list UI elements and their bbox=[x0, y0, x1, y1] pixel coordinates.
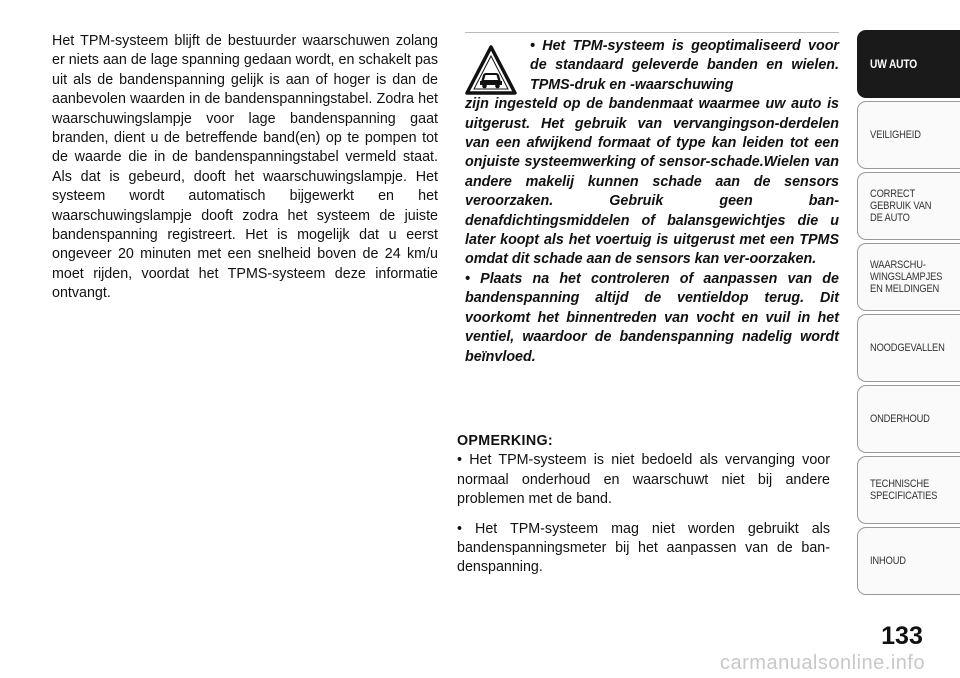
tab-label: TECHNISCHE SPECIFICATIES bbox=[870, 478, 938, 502]
tab-veiligheid[interactable] bbox=[857, 101, 960, 169]
watermark: carmanualsonline.info bbox=[720, 652, 926, 674]
body-paragraph: Het TPM-systeem blijft de bestuurder waarschuwen zolang er niets aan de lage spanning gedaan wordt, en schakelt pas uit als de bandenspanning gelijk is aan of hoger is dan de aanbevolen waarden in de bandenspanningstabel. Zodra het waarschuwingslampje voor lage bandenspanning gaat branden, dient u de betreffende band(en) op te pompen tot de waarde die in de bandenspanningstabel vermeld staat. Als dat is gebeurd, dooft het waarschuwingslampje. Het systeem wordt automatisch bijgewerkt en het waarschuwingslampje dooft zodra het systeem de juiste bandenspanning registreert. Het is mogelijk dat u eerst ongeveer 20 minuten met een snelheid boven de 24 km/u moet rijden, voordat het TPMS-systeem deze informatie ontvangt. bbox=[52, 33, 438, 302]
warning-bullet-2: • Plaats na het controleren of aanpassen van de bandenspanning altijd de ventieldop terug. Dit voorkomt het binnentreden van vocht en vuil in het ventiel, waardoor de bandenspanning nadelig wordt beïnvloed. bbox=[465, 270, 839, 365]
tab-uw-auto[interactable] bbox=[857, 30, 960, 98]
tab-inhoud[interactable] bbox=[857, 527, 960, 595]
warning-divider bbox=[465, 32, 839, 33]
tab-label: ONDERHOUD bbox=[870, 413, 930, 425]
tab-waarschuwingslampjes[interactable] bbox=[857, 243, 960, 311]
tab-correct-gebruik[interactable] bbox=[857, 172, 960, 240]
warning-triangle-car-icon bbox=[465, 44, 517, 96]
warning-box bbox=[455, 32, 839, 367]
warning-bullet-1-rest: zijn ingesteld op de bandenmaat waarmee uw auto is uitgerust. Het gebruik van vervangingson-derdelen van een afwijkend formaat of type kan leiden tot een onjuiste systeemwerking of sensor-schade.Wielen van andere makelij kunnen schade aan de sensors veroorzaken. Gebruik geen ban-denafdichtingsmiddelen of balansgewichtjes die u later koopt als het voertuig is uitgerust met een TPMS omdat dit schade aan de sensors kan ver-oorzaken. bbox=[465, 96, 839, 268]
tab-label: VEILIGHEID bbox=[870, 129, 921, 141]
tab-label: UW AUTO bbox=[870, 57, 917, 71]
tab-onderhoud[interactable] bbox=[857, 385, 960, 453]
tab-label: INHOUD bbox=[870, 555, 906, 567]
note-item-1: • Het TPM-systeem is niet bedoeld als vervanging voor normaal onderhoud en waarschuwt niet bij andere problemen met de band. bbox=[457, 452, 830, 508]
note-section bbox=[457, 432, 830, 578]
warning-bullet-1-lead: • Het TPM-systeem is geoptimaliseerd voor de standaard geleverde banden en wielen. TPMS-druk en -waarschuwing bbox=[530, 38, 839, 93]
tab-label: NOODGEVALLEN bbox=[870, 342, 945, 354]
page-number: 133 bbox=[881, 622, 923, 650]
note-item-2: • Het TPM-systeem mag niet worden gebruikt als bandenspanningsmeter bij het aanpassen van de ban-denspanning. bbox=[457, 520, 830, 576]
tab-label: WAARSCHU- WINGSLAMPJES EN MELDINGEN bbox=[870, 259, 943, 295]
note-title: OPMERKING: bbox=[457, 433, 553, 449]
tab-technische-specificaties[interactable] bbox=[857, 456, 960, 524]
chapter-tabs bbox=[857, 30, 960, 598]
tab-label: CORRECT GEBRUIK VAN DE AUTO bbox=[870, 188, 932, 224]
tab-noodgevallen[interactable] bbox=[857, 314, 960, 382]
